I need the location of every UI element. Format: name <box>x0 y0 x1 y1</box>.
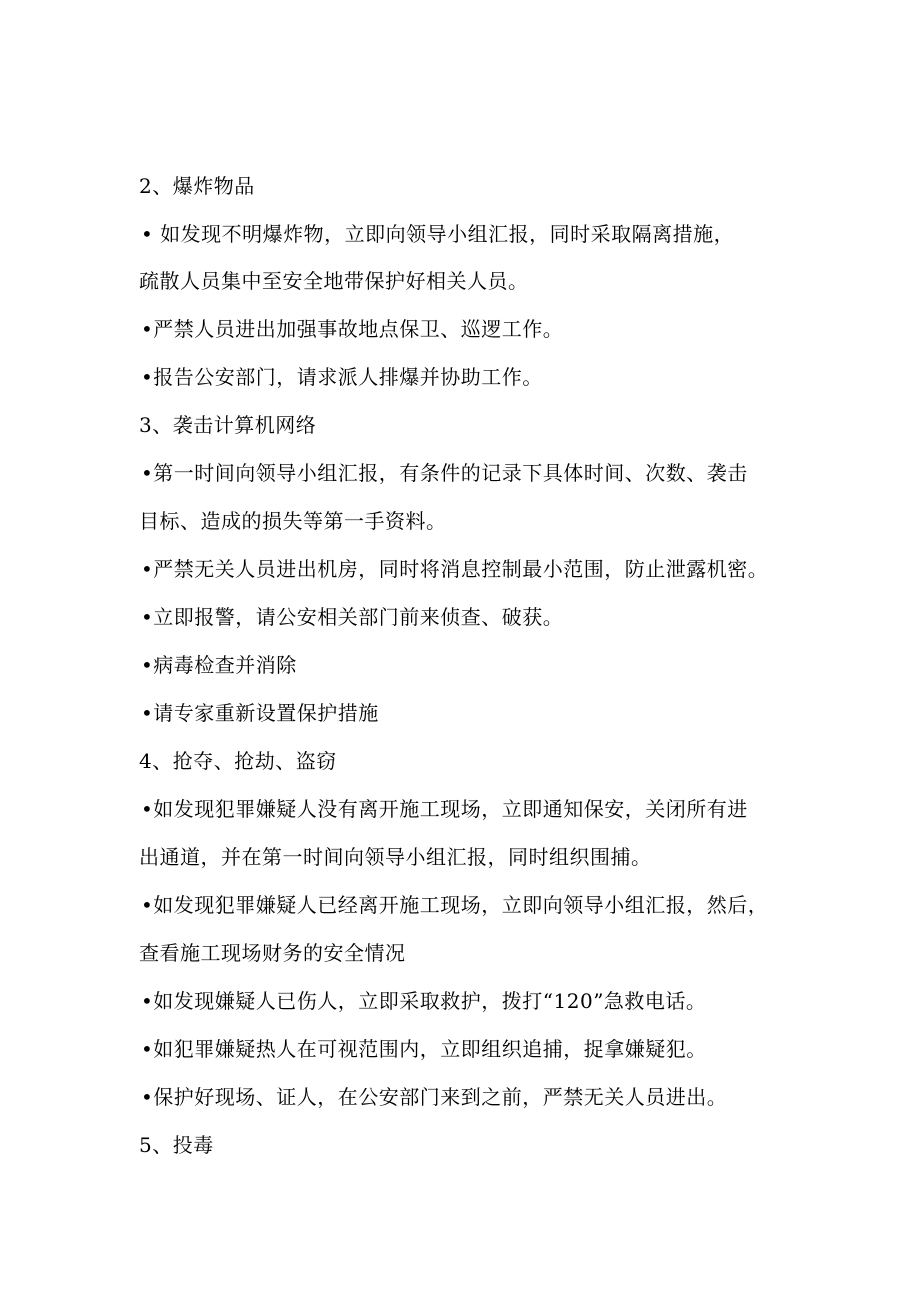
bullet-item: • 如发现不明爆炸物，立即向领导小组汇报，同时采取隔离措施， <box>141 222 735 246</box>
bullet-continuation: 疏散人员集中至安全地带保护好相关人员。 <box>139 269 529 293</box>
bullet-item: •如发现犯罪嫌疑人已经离开施工现场，立即向领导小组汇报，然后， <box>141 893 769 917</box>
bullet-item: •第一时间向领导小组汇报，有条件的记录下具体时间、次数、袭击 <box>141 461 748 485</box>
bullet-continuation: 查看施工现场财务的安全情况 <box>139 941 406 965</box>
bullet-item: •严禁无关人员进出机房，同时将消息控制最小范围，防止泄露机密。 <box>141 557 769 581</box>
bullet-item: •报告公安部门，请求派人排爆并协助工作。 <box>141 365 543 389</box>
bullet-continuation: 出通道，并在第一时间向领导小组汇报，同时组织围捕。 <box>139 845 652 869</box>
section-heading-network-attack: 3、袭击计算机网络 <box>139 413 317 437</box>
bullet-item: •如发现犯罪嫌疑人没有离开施工现场，立即通知保安，关闭所有进 <box>141 797 748 821</box>
bullet-item: •请专家重新设置保护措施 <box>141 701 379 725</box>
section-heading-explosives: 2、爆炸物品 <box>139 174 255 198</box>
bullet-item: •立即报警，请公安相关部门前来侦查、破获。 <box>141 605 564 629</box>
bullet-item: •严禁人员进出加强事故地点保卫、巡逻工作。 <box>141 317 564 341</box>
bullet-item: •如犯罪嫌疑热人在可视范围内，立即组织追捕，捉拿嫌疑犯。 <box>141 1037 707 1061</box>
section-heading-poisoning: 5、投毒 <box>139 1133 214 1157</box>
bullet-item: •病毒检查并消除 <box>141 653 297 677</box>
section-heading-robbery: 4、抢夺、抢劫、盗窃 <box>139 749 337 773</box>
bullet-item: •如发现嫌疑人已伤人，立即采取救护，拨打“120”急救电话。 <box>141 989 707 1013</box>
bullet-continuation: 目标、造成的损失等第一手资料。 <box>139 509 447 533</box>
bullet-item: •保护好现场、证人，在公安部门来到之前，严禁无关人员进出。 <box>141 1085 728 1109</box>
